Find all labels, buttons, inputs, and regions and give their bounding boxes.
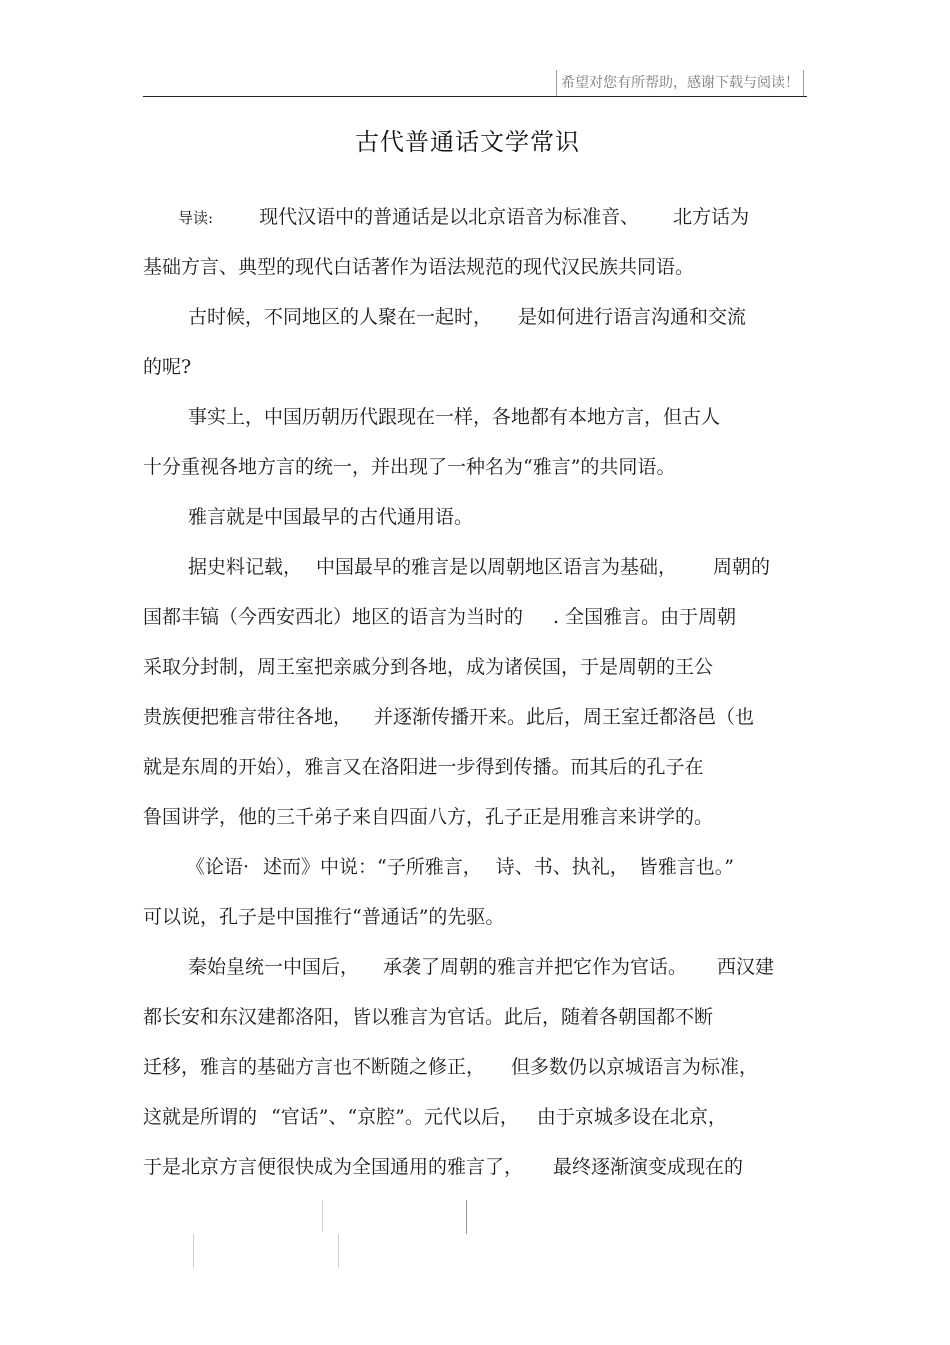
- text-segment: 现代汉语中的普通话是以北京语音为标准音、: [259, 206, 640, 228]
- header-banner: 希望对您有所帮助，感谢下载与阅读！: [556, 70, 804, 97]
- text-segment: 基础方言、典型的现代白话著作为语法规范的现代汉民族共同语。: [143, 256, 695, 278]
- text-line-18: [143, 1053, 758, 1081]
- text-segment: 北方话为: [673, 206, 750, 228]
- text-line-19: [143, 1103, 727, 1131]
- text-segment: 十分重视各地方言的统一，并出现了一种名为“雅言”的共同语。: [143, 456, 676, 478]
- scan-artifact-line: [193, 1234, 194, 1268]
- text-segment: 国都丰镐（今西安西北）地区的语言为当时的: [143, 606, 524, 628]
- text-line-11: [143, 703, 754, 731]
- text-segment: 采取分封制，周王室把亲戚分到各地，成为诸侯国，于是周朝的王公: [143, 656, 714, 678]
- text-line-8: [188, 553, 770, 581]
- text-segment: 诗、书、执礼，: [495, 856, 629, 878]
- text-line-20: [143, 1153, 743, 1181]
- text-segment: “官话”、“京腔”。元代以后，: [271, 1106, 519, 1128]
- text-segment: 由于京城多设在北京，: [536, 1106, 727, 1128]
- text-segment: 这就是所谓的: [143, 1106, 258, 1128]
- text-segment: 古时候，不同地区的人聚在一起时，: [188, 306, 493, 328]
- text-segment: 据史料记载，: [188, 556, 303, 578]
- text-segment: 周朝的: [713, 556, 771, 578]
- text-segment: 《论语·: [186, 856, 250, 878]
- text-segment: 是如何进行语言沟通和交流: [518, 306, 747, 328]
- text-segment: . 全国雅言。由于周朝: [553, 606, 737, 628]
- text-segment: 贵族便把雅言带往各地，: [143, 706, 353, 728]
- text-line-9: [143, 603, 736, 631]
- text-segment: 就是东周的开始），雅言又在洛阳进一步得到传播。而其后的孔子在: [143, 756, 704, 778]
- text-line-12: [143, 753, 704, 781]
- text-segment: 鲁国讲学，他的三千弟子来自四面八方，孔子正是用雅言来讲学的。: [143, 806, 714, 828]
- text-segment: 最终逐渐演变成现在的: [553, 1156, 744, 1178]
- text-line-3: [188, 303, 746, 331]
- text-segment: 可以说，孔子是中国推行“普通话”的先驱。: [143, 906, 505, 928]
- document-title: 古代普通话文学常识: [355, 128, 580, 156]
- text-segment: 皆雅言也。”: [638, 856, 734, 878]
- text-segment: 雅言就是中国最早的古代通用语。: [188, 506, 474, 528]
- text-line-14: [186, 853, 734, 881]
- text-line-5: [188, 403, 720, 431]
- text-segment: 中国最早的雅言是以周朝地区语言为基础，: [316, 556, 678, 578]
- intro-lead-label: 导读:: [178, 209, 214, 227]
- text-segment: 秦始皇统一中国后，: [188, 956, 360, 978]
- text-segment: 于是北京方言便很快成为全国通用的雅言了，: [143, 1156, 524, 1178]
- text-line-7: [188, 503, 473, 531]
- text-line-16: [188, 953, 774, 981]
- text-line-10: [143, 653, 713, 681]
- text-segment: 西汉建: [717, 956, 775, 978]
- text-line-15: [143, 903, 504, 931]
- text-segment: 迁移，雅言的基础方言也不断随之修正，: [143, 1056, 486, 1078]
- text-line-6: [143, 453, 675, 481]
- text-segment: 承袭了周朝的雅言并把它作为官话。: [383, 956, 688, 978]
- text-line-1: [178, 203, 749, 232]
- text-segment: 述而》中说：“子所雅言，: [263, 856, 482, 878]
- text-segment: 但多数仍以京城语言为标准，: [511, 1056, 759, 1078]
- scan-artifact-line: [338, 1234, 339, 1268]
- text-line-17: [143, 1003, 713, 1031]
- scan-artifact-line: [322, 1200, 323, 1232]
- text-segment: 都长安和东汉建都洛阳，皆以雅言为官话。此后，随着各朝国都不断: [143, 1006, 714, 1028]
- header-rule: [143, 96, 807, 97]
- text-line-2: [143, 253, 694, 281]
- text-segment: 并逐渐传播开来。此后，周王室迁都洛邑（也: [374, 706, 755, 728]
- text-segment: 的呢?: [143, 356, 192, 378]
- text-line-4: [143, 353, 191, 381]
- scan-artifact-line: [466, 1200, 467, 1234]
- text-line-13: [143, 803, 713, 831]
- text-segment: 事实上，中国历朝历代跟现在一样，各地都有本地方言，但古人: [188, 406, 721, 428]
